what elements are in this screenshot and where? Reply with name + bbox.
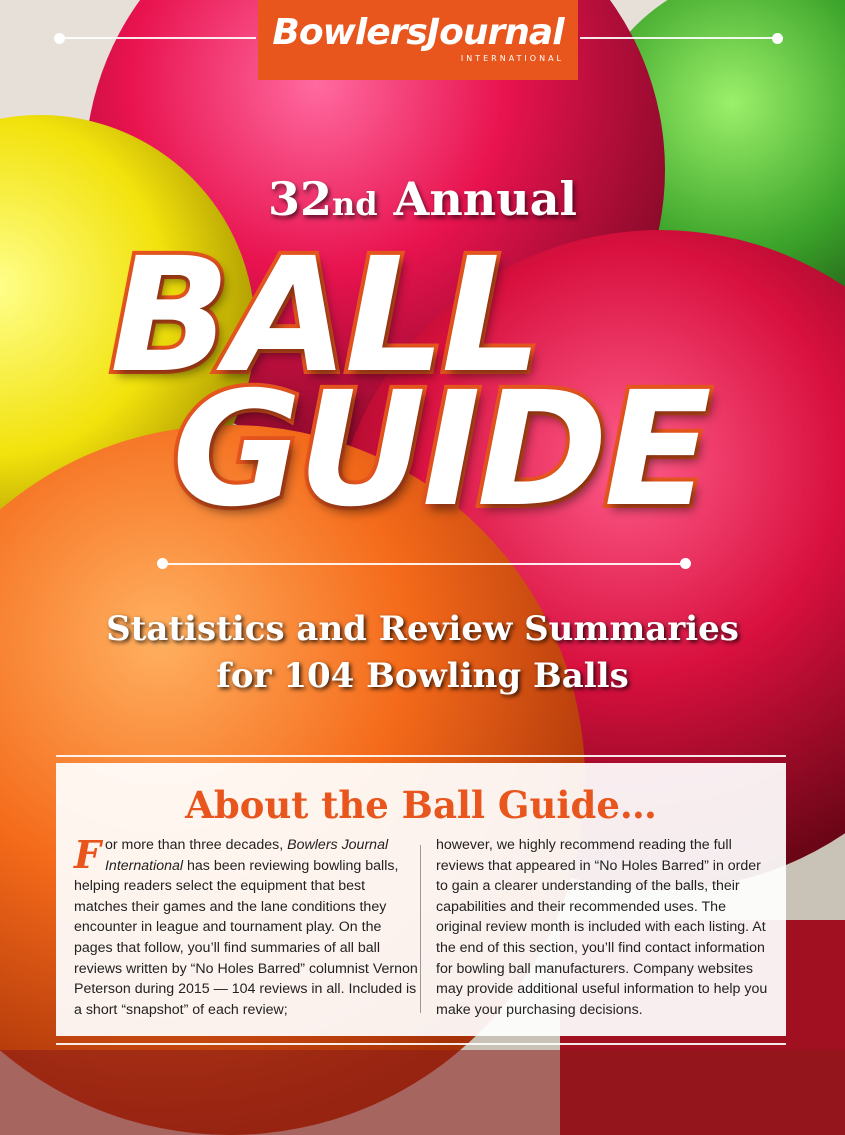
panel-top-rule [56, 755, 786, 757]
annual-suffix: nd [332, 185, 378, 223]
drop-cap: F [74, 832, 101, 877]
annual-number: 32 [268, 172, 333, 226]
logo [258, 0, 578, 80]
mid-right-dot [680, 558, 691, 569]
about-col1-start: or more than three decades, [104, 837, 288, 853]
column-divider [420, 845, 421, 1013]
subtitle-line-2: for 104 Bowling Balls [216, 656, 629, 696]
logo-name: BowlersJournal [272, 12, 564, 53]
top-left-dot [54, 33, 65, 44]
top-right-dot [772, 33, 783, 44]
about-panel [56, 763, 786, 1036]
about-col1-rest: has been reviewing bowling balls, helping readers select the equipment that best matches their games and the lane conditions they encounter in league and tournament play. On the pages that follow, you’ll find summaries of all ball reviews written by “No Holes Barred” columnist Vernon Peterson during 2015 — 104 reviews in all. Included is a short “snapshot” of each review; [74, 857, 418, 1018]
mid-rule [162, 563, 686, 565]
subtitle-line-1: Statistics and Review Summaries [106, 609, 739, 649]
logo-subtitle: INTERNATIONAL [460, 54, 564, 63]
title-guide: GUIDE [172, 358, 708, 542]
about-column-1 [74, 832, 420, 1020]
title-ball: BALL [110, 224, 539, 408]
annual-word: Annual [393, 172, 577, 226]
mid-left-dot [157, 558, 168, 569]
panel-bottom-rule [56, 1043, 786, 1045]
about-column-2: however, we highly recommend reading the full reviews that appeared in “No Holes Barred” in order to gain a clearer understanding of the balls, their capabilities and their recommended uses. The original review month is included with each listing. At the end of this section, you’ll find contact information for bowling ball manufacturers. Company websites may provide additional useful information to help you make your purchasing decisions. [436, 837, 768, 1018]
about-title: About the Ball Guide… [185, 783, 657, 827]
annual-heading [0, 172, 845, 226]
top-left-rule [60, 37, 256, 39]
publication-name: Bowlers Journal International [104, 837, 389, 874]
top-right-rule [580, 37, 776, 39]
